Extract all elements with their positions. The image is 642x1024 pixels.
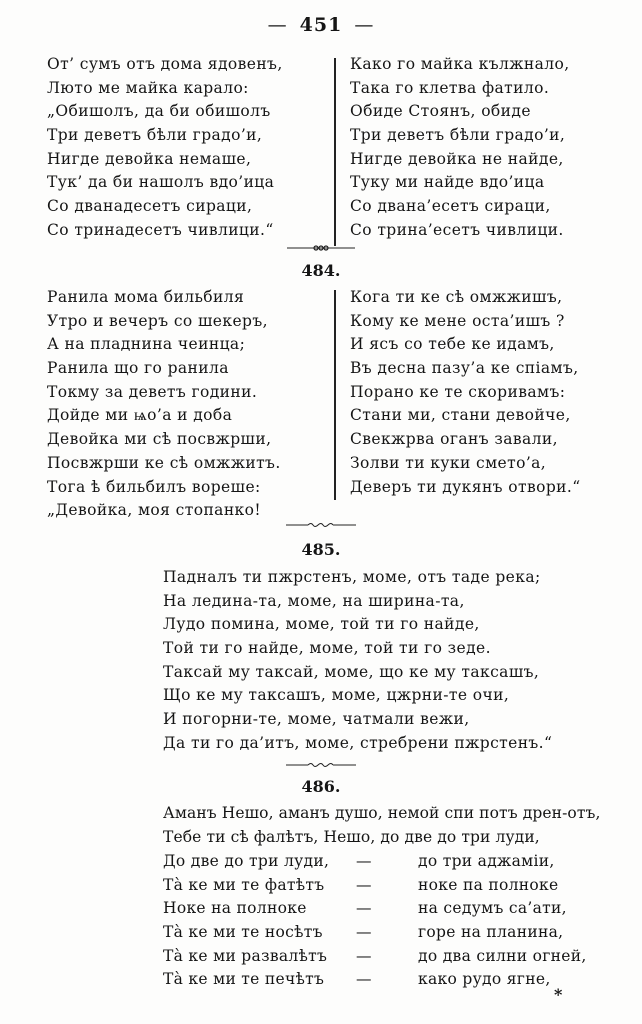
page-number: 451: [299, 14, 343, 36]
column-divider: [334, 58, 336, 246]
poem-number-486: 486.: [301, 777, 341, 796]
verse-second-half: до три аджамiи,: [418, 852, 555, 870]
verse-line: Нигде девойка не найде,: [350, 149, 564, 168]
verse-line: Да ти го да’итъ, моме, стребрени пжрстенъ.“: [163, 733, 553, 752]
verse-line: Како го майка кължнало,: [350, 55, 570, 73]
verse-first-half: Ноке на полноке: [163, 899, 307, 918]
poem-484-right-column: [350, 286, 581, 499]
verse-line: Лудо помина, моме, той ти го найде,: [163, 615, 480, 634]
verse-line: Стани ми, стани девойче,: [350, 406, 571, 425]
verse-line: Посвжрши ке сѣ омжжитъ.: [47, 453, 281, 472]
verse-line: Тук’ да би нашолъ вдо’ица: [47, 173, 275, 192]
verse-line: На ледина-та, моме, на ширина-та,: [163, 591, 465, 610]
verse-line: „Обишолъ, да би обишолъ: [47, 102, 271, 121]
verse-line: Кога ти ке сѣ омжжишъ,: [350, 288, 563, 306]
verse-line: Туку ми найде вдо’ица: [350, 173, 545, 192]
verse-line: Дойде ми ѩо’а и доба: [47, 406, 233, 425]
verse-line: Девойка ми сѣ посвжрши,: [47, 430, 272, 449]
verse-line: Три деветъ бѣли градо’и,: [350, 126, 566, 145]
verse-line: Люто ме майка карало:: [47, 78, 249, 97]
verse-line: „Девойка, моя стопанко!: [47, 501, 262, 520]
verse-line: Со дванадесетъ сираци,: [47, 197, 253, 216]
poem-483-right-column: [350, 53, 570, 243]
verse-dash: —: [356, 875, 372, 894]
verse-line: Така го клетва фатило.: [350, 78, 550, 97]
verse-dash: —: [356, 899, 372, 918]
verse-line: Въ десна пазу’а ке спiамъ,: [350, 359, 579, 378]
signature-mark: *: [554, 985, 563, 1004]
verse-first-half: Тà ке ми те носѣтъ: [163, 923, 323, 942]
verse-line: Аманъ Нешо, аманъ душо, немой спи потъ дрен-отъ,: [163, 804, 601, 822]
verse-line: И ясъ со тебе ке идамъ,: [350, 335, 555, 354]
poem-486-intro: [163, 802, 601, 849]
verse-dash: —: [356, 852, 372, 870]
verse-line: Ранила що го ранила: [47, 359, 229, 378]
verse-first-half: Тà ке ми те печѣтъ: [163, 970, 325, 989]
header-dash-right: —: [354, 14, 375, 36]
header-dash-left: —: [267, 14, 288, 36]
verse-line: Тебе ти сѣ фалѣтъ, Нешо, до две до три луди,: [163, 827, 540, 846]
verse-line: Три деветъ бѣли градо’и,: [47, 126, 263, 145]
ornament-divider: [0, 760, 642, 770]
verse-second-half: до два силни огней,: [418, 946, 587, 965]
verse-line: Тога ѣ бильбилъ вореше:: [47, 477, 261, 496]
verse-first-half: До две до три луди,: [163, 852, 330, 870]
verse-line: Таксай му таксай, моме, що ке му таксашъ,: [163, 662, 540, 681]
verse-line: Кому ке мене оста’ишъ ?: [350, 311, 565, 330]
verse-first-half: Тà ке ми развалѣтъ: [163, 946, 328, 965]
verse-second-half: на седумъ са’ати,: [418, 899, 567, 918]
verse-line: И погорни-те, моме, чатмали вежи,: [163, 710, 470, 729]
verse-line: Свекжрва оганъ завали,: [350, 430, 558, 449]
poem-483-left-column: [47, 53, 283, 243]
ornament-icon: [286, 760, 356, 770]
verse-line: Деверъ ти дукянъ отвори.“: [350, 477, 581, 496]
verse-line: Нигде девойка немаше,: [47, 149, 252, 168]
verse-dash: —: [356, 946, 372, 965]
verse-line: От’ сумъ отъ дома ядовенъ,: [47, 55, 283, 73]
verse-dash: —: [356, 970, 372, 989]
verse-dash: —: [356, 923, 372, 942]
verse-second-half: како рудо ягне,: [418, 970, 551, 989]
verse-line: Со трина’есетъ чивлици.: [350, 220, 564, 239]
ornament-divider: [0, 243, 642, 253]
verse-line: Що ке му таксашъ, моме, цжрни-те очи,: [163, 686, 510, 705]
verse-line: Обиде Стоянъ, обиде: [350, 102, 531, 121]
poem-484-left-column: [47, 286, 281, 523]
ornament-icon: [287, 243, 355, 253]
verse-line: Золви ти куки смето’а,: [350, 453, 547, 472]
poem-485-body: [163, 566, 552, 756]
verse-line: Падналъ ти пжрстенъ, моме, отъ таде река;: [163, 568, 541, 586]
verse-line: Со тринадесетъ чивлици.“: [47, 220, 274, 239]
verse-line: А на пладнина чеинца;: [47, 335, 246, 354]
column-divider: [334, 290, 336, 500]
poem-number-485: 485.: [301, 540, 341, 559]
verse-line: Порано ке те скоривамъ:: [350, 382, 566, 401]
verse-line: Со двана’есетъ сираци,: [350, 197, 551, 216]
ornament-divider: [0, 520, 642, 530]
verse-second-half: горе на планина,: [418, 923, 564, 942]
verse-line: Утро и вечеръ со шекеръ,: [47, 311, 268, 330]
verse-line: Ранила мома бильбиля: [47, 288, 245, 306]
verse-line: Той ти го найде, моме, той ти го зеде.: [163, 639, 491, 658]
verse-second-half: ноке па полноке: [418, 875, 559, 894]
poem-number-484: 484.: [301, 261, 341, 280]
page-number-header: [0, 14, 642, 36]
verse-first-half: Тà ке ми те фатѣтъ: [163, 875, 325, 894]
verse-line: Токму за деветъ години.: [47, 382, 258, 401]
ornament-icon: [286, 520, 356, 530]
